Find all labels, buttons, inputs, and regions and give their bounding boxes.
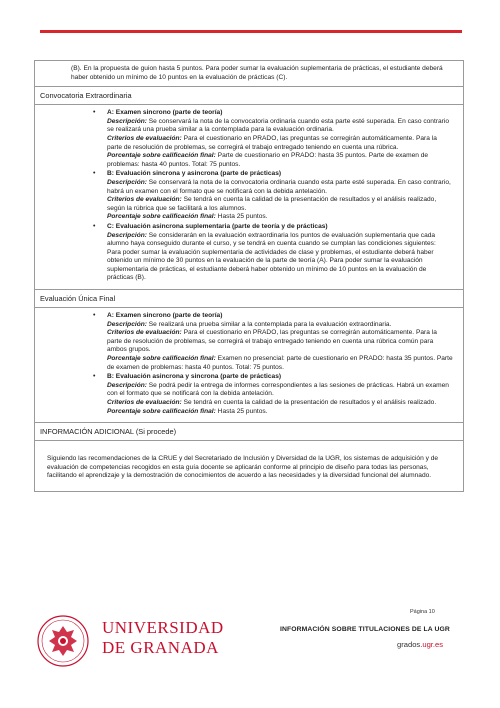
item-line-text: Para el cuestionario en PRADO, las preguntas se corregirán automáticamente. Para la parte de resolución de problemas, se corregirá el trabajo entregado teniendo en cuenta una rúbrica común para ambos grupos.: [107, 329, 437, 354]
item-line-label: Descripción:: [107, 231, 147, 239]
header-rule: [40, 30, 462, 33]
list-item: [71, 109, 453, 169]
item-line: [107, 399, 453, 408]
bullet-icon: •: [93, 170, 96, 178]
item-line-label: Criterios de evaluación:: [107, 329, 182, 337]
item-line-label: Criterios de evaluación:: [107, 399, 182, 406]
item-line-label: Porcentaje sobre calificación final:: [107, 152, 216, 160]
item-line: [107, 135, 453, 152]
item-heading: B: Evaluación sincrona y asincrona (parte de prácticas): [107, 170, 282, 178]
page-number: Página 10: [410, 609, 435, 615]
item-line: [107, 329, 453, 355]
item-line-label: Criterios de evaluación:: [107, 196, 182, 204]
item-line-text: Se considerarán en la evaluación extraordinaria los puntos de evaluación suplementaria que cada alumno haya conseguido durante el curso, y se tendrá en cuenta cuando se cumplan las condiciones siguientes:: [107, 231, 436, 248]
item-line-label: Porcentaje sobre calificación final:: [107, 407, 216, 415]
item-line-text: Se realizará una prueba similar a la contemplada para la evaluación extraordinaria.: [146, 320, 392, 328]
list-item: [71, 223, 453, 283]
unica-list: [35, 308, 463, 423]
item-line: [107, 213, 453, 222]
footer-info-title: INFORMACIÓN SOBRE TITULACIONES DE LA UGR: [280, 626, 450, 633]
item-line: [107, 179, 453, 196]
info-paragraph: Siguiendo las recomendaciones de la CRUE y del Secretariado de Inclusión y Diversidad de la UGR, los sistemas de adquisición y de evaluación de competencias recogidos en esta guía docente se aplicarán conforme al principio de diseño para todas las personas, facilitando el aprendizaje y la demostración de conocimientos de acuerdo a las necesidades y la diversidad funcional del alumnado.: [47, 455, 439, 480]
item-line-text: Para poder sumar la evaluación suplementaria de actividades de clase y problemas, el estudiante deberá haber obtenido un mínimo de 30 puntos en la evaluación de la parte de teoría (A). Para poder sumar la evaluación suplementaria de prácticas, el estudiante deberá haber obtenido un mínimo de 10 puntos en la evaluación de prácticas (B).: [107, 248, 434, 282]
item-line: [107, 152, 453, 169]
item-line-label: Descripción:: [107, 117, 147, 125]
list-item: [71, 170, 453, 222]
section-heading-extraordinaria: Convocatoria Extraordinaria: [35, 87, 463, 105]
section-heading-info: INFORMACIÓN ADICIONAL (Si procede): [35, 423, 463, 441]
list-item: [71, 373, 453, 416]
university-crest-icon: [36, 614, 90, 668]
item-line-text: Parte de cuestionario en PRADO: hasta 35 puntos. Parte de examen de problemas: hasta 40 puntos. Total: 75 puntos.: [107, 152, 429, 168]
item-line: [107, 321, 453, 330]
bullet-icon: •: [93, 222, 96, 230]
item-line: [107, 196, 453, 213]
item-heading: B: Evaluación asincrona y sincrona (parte de prácticas): [107, 373, 282, 381]
item-line: [107, 249, 453, 283]
bullet-icon: •: [93, 109, 96, 117]
item-line: [107, 118, 453, 135]
bullet-icon: •: [93, 312, 96, 320]
university-name-line1: UNIVERSIDAD: [102, 618, 224, 637]
website-suffix: ugr.es: [422, 640, 444, 649]
item-line-text: Se conservará la nota de la convocatoria ordinaria cuando esta parte esté superada. En caso contrario, habrá un examen con el formato que se notificará con la debida antelación.: [107, 178, 451, 195]
item-line-text: Se conservará la nota de la convocatoria ordinaria cuando esta parte esté superada. En caso contrario se realizará una prueba similar a la contemplada para la evaluación ordinaria.: [107, 117, 449, 134]
item-line-label: Criterios de evaluación:: [107, 134, 182, 142]
item-line: [107, 408, 453, 417]
item-line-label: Porcentaje sobre calificación final:: [107, 355, 216, 363]
item-line-label: Descripción:: [107, 178, 147, 186]
item-line-text: Examen no presencial: parte de cuestionario en PRADO: hasta 35 puntos. Parte de examen de problemas: hasta 40 puntos. Total: 75 puntos.: [107, 355, 453, 371]
item-line-text: Para el cuestionario en PRADO, las preguntas se corregirán automáticamente. Para la parte de resolución de problemas, se corregirá el trabajo entregado teniendo en cuenta una rúbrica.: [107, 134, 437, 151]
item-heading: A: Examen sincrono (parte de teoría): [107, 312, 223, 320]
item-line-text: Se tendrá en cuenta la calidad de la presentación de resultados y el análisis realizado.: [181, 399, 437, 406]
item-line: [107, 232, 453, 249]
extraordinaria-list: [35, 105, 463, 290]
item-line: [107, 355, 453, 372]
section-heading-unica: Evaluación Única Final: [35, 290, 463, 308]
item-line-label: Porcentaje sobre calificación final:: [107, 213, 216, 221]
website-prefix: grados.: [397, 640, 423, 649]
item-line-text: Hasta 25 puntos.: [215, 407, 268, 415]
list-item: [71, 312, 453, 372]
item-line-text: Hasta 25 puntos.: [215, 213, 268, 221]
item-heading: C: Evaluación asincrona suplementaria (parte de teoría y de prácticas): [107, 222, 328, 230]
university-name-line2: DE GRANADA: [102, 638, 219, 657]
item-line-text: Se tendrá en cuenta la calidad de la presentación de resultados y el análisis realizado, según la rúbrica que se facilitará a los alumnos.: [107, 196, 437, 212]
bullet-icon: •: [93, 373, 96, 381]
item-heading: A: Examen sincrono (parte de teoría): [107, 109, 223, 117]
item-line: [107, 382, 453, 399]
footer-website[interactable]: [397, 640, 443, 649]
intro-paragraph: (B). En la propuesta de guion hasta 5 puntos. Para poder sumar la evaluación suplementaria de prácticas, el estudiante deberá haber obtenido un mínimo de 10 puntos en la evaluación de prácticas (C).: [35, 61, 463, 87]
item-line-text: Se podrá pedir la entrega de informes correspondientes a las sesiones de prácticas. Habrá un examen con el formato que se notificará con la debida antelación.: [107, 381, 449, 398]
item-line-label: Descripción:: [107, 320, 147, 328]
item-line-label: Descripción:: [107, 381, 147, 389]
evaluation-table: [34, 60, 464, 492]
